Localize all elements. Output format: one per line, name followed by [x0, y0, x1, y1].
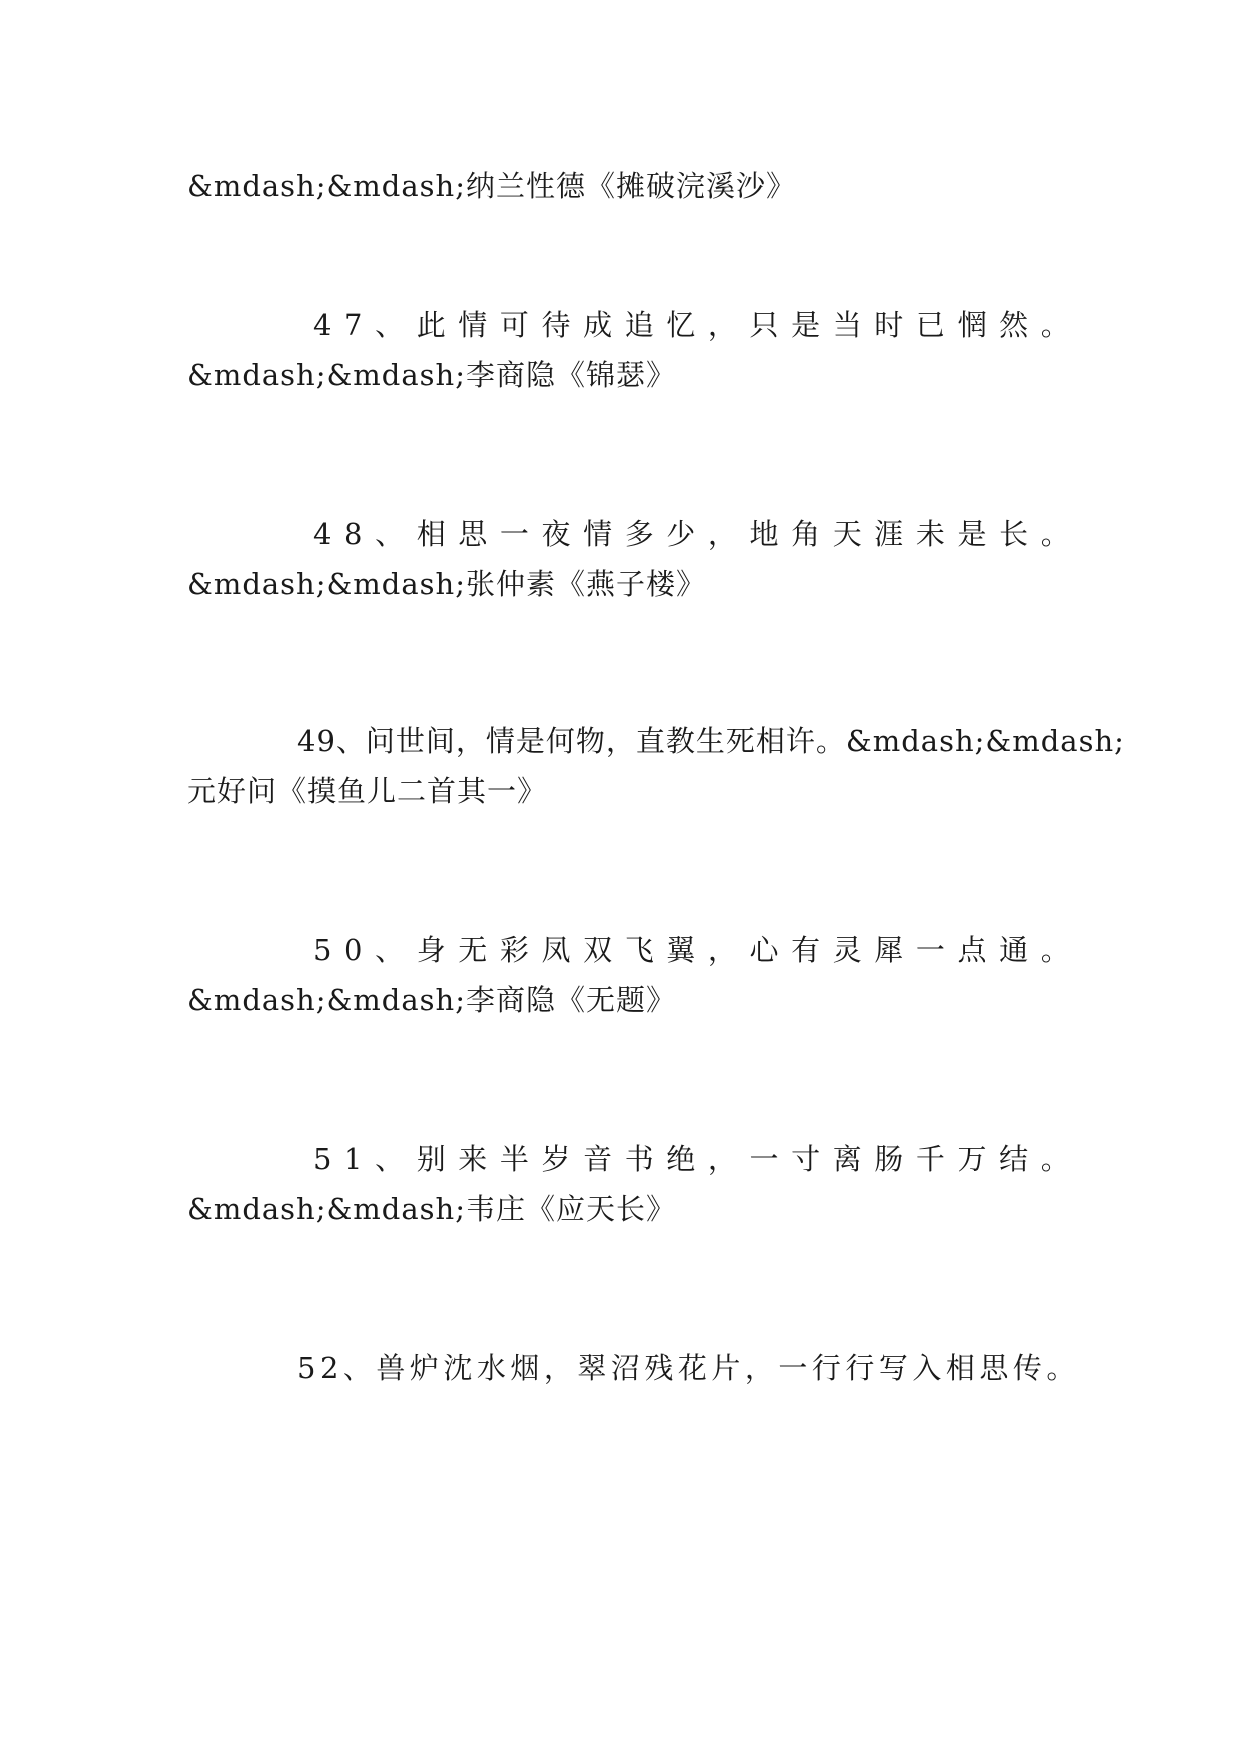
attribution-line: &mdash;&mdash;纳兰性德《摊破浣溪沙》: [187, 169, 796, 203]
verse-line-50: 50、身无彩凤双飞翼，心有灵犀一点通。: [313, 933, 1083, 967]
attribution-line-50: &mdash;&mdash;李商隐《无题》: [187, 983, 676, 1017]
verse-line-52: 52、兽炉沈水烟，翠沼残花片，一行行写入相思传。: [297, 1351, 1080, 1385]
verse-line-47: 47、此情可待成追忆，只是当时已惘然。: [313, 308, 1083, 342]
attribution-line-48: &mdash;&mdash;张仲素《燕子楼》: [187, 567, 706, 601]
verse-line-49: 49、问世间，情是何物，直教生死相许。&mdash;&mdash;: [297, 724, 1125, 758]
attribution-line-51: &mdash;&mdash;韦庄《应天长》: [187, 1192, 676, 1226]
verse-line-51: 51、别来半岁音书绝，一寸离肠千万结。: [313, 1142, 1083, 1176]
attribution-line-47: &mdash;&mdash;李商隐《锦瑟》: [187, 358, 676, 392]
verse-line-48: 48、相思一夜情多少，地角天涯未是长。: [313, 517, 1083, 551]
attribution-line-49: 元好问《摸鱼儿二首其一》: [187, 774, 548, 808]
